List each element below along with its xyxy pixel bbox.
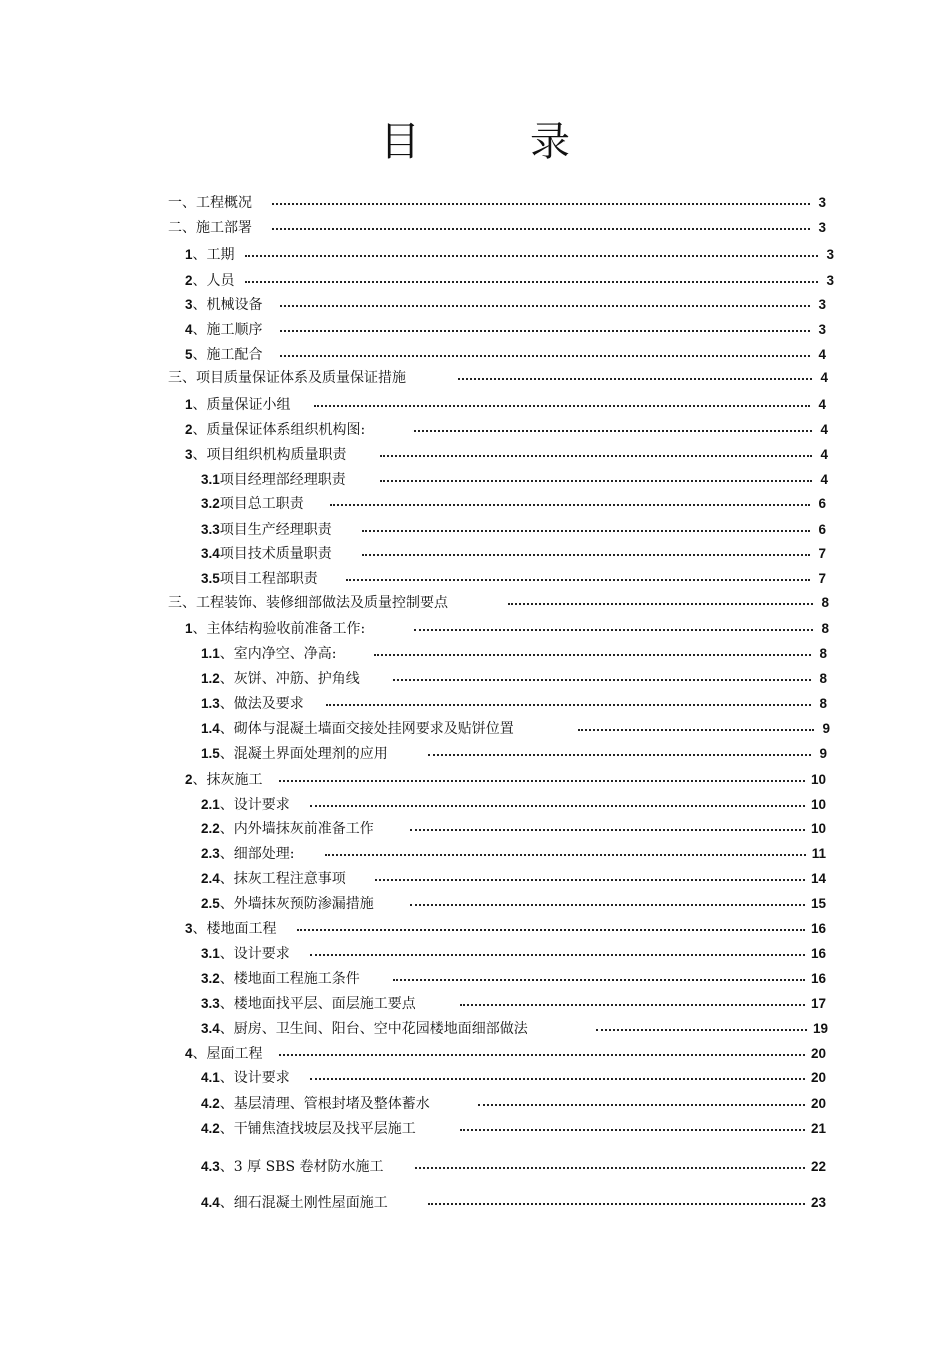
toc-entry[interactable]	[201, 1118, 826, 1138]
toc-entry-title: 、抹灰工程注意事项	[219, 871, 346, 887]
dot-leader	[314, 405, 810, 407]
dot-leader	[415, 1167, 805, 1169]
toc-entry-title: 、做法及要求	[219, 696, 304, 712]
toc-entry-number: 4	[185, 1045, 193, 1061]
toc-entry-page: 9	[819, 745, 827, 761]
dot-leader	[346, 579, 810, 581]
toc-entry[interactable]	[201, 1067, 826, 1087]
toc-entry-title: 、细石混凝土刚性屋面施工	[219, 1195, 388, 1211]
toc-entry-number: 2.3	[201, 845, 220, 861]
toc-entry-page: 9	[822, 720, 830, 736]
dot-leader	[508, 603, 813, 605]
toc-entry[interactable]	[201, 743, 827, 763]
toc-entry[interactable]	[201, 943, 826, 963]
toc-entry-page: 23	[810, 1194, 826, 1210]
toc-entry-page: 8	[819, 670, 827, 686]
dot-leader	[460, 1129, 805, 1131]
toc-entry-number: 1.2	[201, 670, 220, 686]
toc-entry[interactable]	[201, 643, 827, 663]
toc-entry[interactable]	[185, 270, 834, 290]
dot-leader	[310, 805, 805, 807]
toc-entry-number: 2	[185, 771, 193, 787]
toc-entry-page: 8	[821, 594, 829, 610]
toc-entry[interactable]	[201, 993, 826, 1013]
dot-leader	[428, 754, 811, 756]
toc-entry[interactable]	[185, 769, 826, 789]
toc-entry-title: 二、施工部署	[168, 220, 252, 236]
dot-leader	[393, 679, 811, 681]
toc-entry[interactable]	[185, 294, 826, 314]
toc-entry-number: 3.3	[201, 521, 220, 537]
dot-leader	[272, 228, 810, 230]
toc-entry-title: 、3 厚 SBS 卷材防水施工	[219, 1159, 384, 1175]
dot-leader	[410, 904, 805, 906]
toc-entry-number: 4.2	[201, 1095, 220, 1111]
dot-leader	[375, 879, 805, 881]
dot-leader	[414, 430, 812, 432]
toc-entry[interactable]	[201, 668, 827, 688]
toc-entry[interactable]	[201, 794, 826, 814]
toc-entry-title: 、厨房、卫生间、阳台、空中花园楼地面细部做法	[219, 1021, 528, 1037]
toc-entry[interactable]	[201, 1156, 826, 1176]
toc-entry[interactable]	[168, 217, 826, 237]
dot-leader	[460, 1004, 805, 1006]
toc-entry-number: 2	[185, 272, 193, 288]
toc-entry-page: 4	[820, 369, 828, 385]
toc-entry-page: 3	[818, 321, 826, 337]
toc-entry-number: 4	[185, 321, 193, 337]
toc-entry[interactable]	[201, 469, 828, 489]
toc-entry-number: 1.1	[201, 645, 220, 661]
dot-leader	[414, 629, 813, 631]
toc-entry[interactable]	[185, 244, 834, 264]
toc-entry-title: 项目工程部职责	[219, 571, 318, 587]
toc-entry-number: 3.2	[201, 495, 220, 511]
toc-entry-title: 、屋面工程	[192, 1046, 263, 1062]
dot-leader	[458, 378, 812, 380]
dot-leader	[596, 1029, 807, 1031]
toc-entry-number: 3	[185, 446, 193, 462]
toc-entry[interactable]	[201, 718, 830, 738]
dot-leader	[374, 654, 811, 656]
toc-entry-page: 16	[810, 945, 826, 961]
dot-leader	[245, 281, 818, 283]
toc-entry-title: 项目经理部经理职责	[219, 472, 346, 488]
dot-leader	[272, 203, 810, 205]
toc-entry-page: 4	[818, 346, 826, 362]
dot-leader	[326, 704, 811, 706]
toc-entry-title: 三、工程装饰、装修细部做法及质量控制要点	[168, 595, 448, 611]
toc-entry-title: 、设计要求	[219, 946, 290, 962]
toc-entry-page: 22	[810, 1158, 826, 1174]
toc-entry-page: 6	[818, 495, 826, 511]
toc-entry-number: 3.4	[201, 1020, 220, 1036]
dot-leader	[330, 504, 810, 506]
toc-entry-title: 一、工程概况	[168, 195, 252, 211]
toc-entry[interactable]	[185, 394, 826, 414]
toc-entry[interactable]	[201, 818, 826, 838]
toc-entry-number: 2.5	[201, 895, 220, 911]
toc-entry-number: 5	[185, 346, 193, 362]
toc-entry-page: 14	[810, 870, 826, 886]
dot-leader	[578, 729, 814, 731]
toc-entry-title: 、楼地面工程	[192, 921, 277, 937]
toc-entry-page: 4	[820, 471, 828, 487]
dot-leader	[428, 1203, 805, 1205]
toc-entry-number: 2.2	[201, 820, 220, 836]
toc-entry-number: 3	[185, 920, 193, 936]
toc-entry-title: 、设计要求	[219, 1070, 290, 1086]
toc-entry-title: 、细部处理:	[219, 846, 295, 862]
dot-leader	[280, 355, 810, 357]
toc-entry-page: 20	[810, 1045, 826, 1061]
toc-entry-title: 、主体结构验收前准备工作:	[192, 621, 366, 637]
toc-entry-title: 、抹灰施工	[192, 772, 263, 788]
toc-entry-title: 、内外墙抹灰前准备工作	[219, 821, 374, 837]
toc-entry-page: 8	[819, 645, 827, 661]
dot-leader	[362, 554, 810, 556]
toc-entry[interactable]	[201, 843, 826, 863]
dot-leader	[245, 255, 818, 257]
toc-entry[interactable]	[201, 1192, 826, 1212]
dot-leader	[279, 780, 805, 782]
dot-leader	[310, 1078, 805, 1080]
dot-leader	[297, 929, 805, 931]
toc-entry-title: 、干铺焦渣找坡层及找平层施工	[219, 1121, 416, 1137]
toc-entry-number: 1	[185, 396, 193, 412]
toc-entry-title: 项目总工职责	[219, 496, 304, 512]
toc-entry-page: 3	[818, 194, 826, 210]
dot-leader	[280, 330, 810, 332]
toc-entry-page: 16	[810, 970, 826, 986]
toc-entry[interactable]	[201, 1018, 828, 1038]
toc-entry-number: 3.5	[201, 570, 220, 586]
toc-entry[interactable]	[201, 968, 826, 988]
toc-entry[interactable]	[185, 419, 828, 439]
toc-entry[interactable]	[201, 868, 826, 888]
toc-entry-title: 、人员	[192, 273, 235, 289]
toc-entry-page: 4	[820, 446, 828, 462]
toc-entry[interactable]	[201, 519, 826, 539]
toc-entry-page: 16	[810, 920, 826, 936]
dot-leader	[325, 854, 806, 856]
toc-entry-title: 、楼地面工程施工条件	[219, 971, 360, 987]
toc-entry-page: 8	[819, 695, 827, 711]
toc-entry-title: 、基层清理、管根封堵及整体蓄水	[219, 1096, 430, 1112]
toc-entry-title: 、设计要求	[219, 797, 290, 813]
dot-leader	[410, 829, 805, 831]
toc-entry[interactable]	[168, 192, 826, 212]
toc-entry-page: 3	[818, 296, 826, 312]
toc-entry-number: 3.2	[201, 970, 220, 986]
toc-entry-number: 2.4	[201, 870, 220, 886]
toc-entry-number: 4.1	[201, 1069, 220, 1085]
toc-entry-page: 6	[818, 521, 826, 537]
toc-entry-title: 、混凝土界面处理剂的应用	[219, 746, 388, 762]
toc-entry-title: 、施工顺序	[192, 322, 263, 338]
toc-entry-number: 1	[185, 246, 193, 262]
toc-entry-page: 17	[810, 995, 826, 1011]
toc-entry-title: 、项目组织机构质量职责	[192, 447, 347, 463]
toc-entry-page: 10	[810, 771, 826, 787]
toc-entry-number: 4.2	[201, 1120, 220, 1136]
toc-entry[interactable]	[185, 344, 826, 364]
dot-leader	[280, 305, 810, 307]
toc-entry-number: 2	[185, 421, 193, 437]
toc-entry-title: 、砌体与混凝土墙面交接处挂网要求及贴饼位置	[219, 721, 514, 737]
dot-leader	[362, 530, 810, 532]
dot-leader	[478, 1104, 805, 1106]
toc-entry[interactable]	[168, 592, 829, 612]
title-char-right: 录	[530, 119, 570, 165]
toc-entry-title: 、楼地面找平层、面层施工要点	[219, 996, 416, 1012]
toc-entry-number: 3.3	[201, 995, 220, 1011]
toc-entry-number: 3.4	[201, 545, 220, 561]
toc-entry-title: 、外墙抹灰预防渗漏措施	[219, 896, 374, 912]
title-char-left: 目	[380, 119, 420, 165]
toc-entry-title: 项目生产经理职责	[219, 522, 332, 538]
toc-entry-title: 、灰饼、冲筋、护角线	[219, 671, 360, 687]
toc-entry-page: 10	[810, 796, 826, 812]
toc-entry-page: 3	[826, 246, 834, 262]
toc-entry[interactable]	[201, 493, 826, 513]
toc-entry[interactable]	[201, 543, 826, 563]
toc-entry-page: 4	[818, 396, 826, 412]
dot-leader	[279, 1054, 805, 1056]
toc-entry-number: 3	[185, 296, 193, 312]
toc-entry-number: 3.1	[201, 945, 220, 961]
toc-entry[interactable]	[185, 319, 826, 339]
toc-entry-number: 2.1	[201, 796, 220, 812]
dot-leader	[380, 480, 812, 482]
toc-entry-number: 1.4	[201, 720, 220, 736]
toc-entry[interactable]	[201, 893, 826, 913]
toc-entry-page: 10	[810, 820, 826, 836]
toc-entry-number: 4.3	[201, 1158, 220, 1174]
toc-entry-number: 1.5	[201, 745, 220, 761]
toc-entry-page: 7	[818, 545, 826, 561]
toc-entry-number: 1.3	[201, 695, 220, 711]
toc-entry[interactable]	[201, 568, 826, 588]
toc-entry-number: 1	[185, 620, 193, 636]
toc-entry[interactable]	[185, 1043, 826, 1063]
toc-entry[interactable]	[201, 693, 827, 713]
toc-entry-page: 3	[826, 272, 834, 288]
toc-entry-title: 、工期	[192, 247, 235, 263]
toc-entry-page: 20	[810, 1069, 826, 1085]
toc-entry-number: 3.1	[201, 471, 220, 487]
toc-entry-page: 15	[810, 895, 826, 911]
toc-entry-number: 4.4	[201, 1194, 220, 1210]
toc-entry-page: 3	[818, 219, 826, 235]
toc-entry-title: 项目技术质量职责	[219, 546, 332, 562]
toc-entry-page: 21	[810, 1120, 826, 1136]
toc-entry-page: 20	[810, 1095, 826, 1111]
dot-leader	[380, 455, 812, 457]
toc-entry-title: 、室内净空、净高:	[219, 646, 337, 662]
toc-entry-title: 、质量保证小组	[192, 397, 291, 413]
toc-entry-title: 、质量保证体系组织机构图:	[192, 422, 366, 438]
toc-entry[interactable]	[185, 918, 826, 938]
toc-entry-title: 、施工配合	[192, 347, 263, 363]
toc-entry-title: 三、项目质量保证体系及质量保证措施	[168, 370, 406, 386]
toc-entry[interactable]	[185, 444, 828, 464]
toc-entry[interactable]	[185, 618, 829, 638]
toc-entry-title: 、机械设备	[192, 297, 263, 313]
dot-leader	[310, 954, 805, 956]
toc-entry-page: 7	[818, 570, 826, 586]
toc-entry[interactable]	[201, 1093, 826, 1113]
toc-entry-page: 19	[812, 1020, 828, 1036]
toc-entry-page: 4	[820, 421, 828, 437]
toc-entry-page: 11	[811, 845, 826, 861]
toc-entry-page: 8	[821, 620, 829, 636]
dot-leader	[393, 979, 805, 981]
toc-entry[interactable]	[168, 367, 828, 387]
